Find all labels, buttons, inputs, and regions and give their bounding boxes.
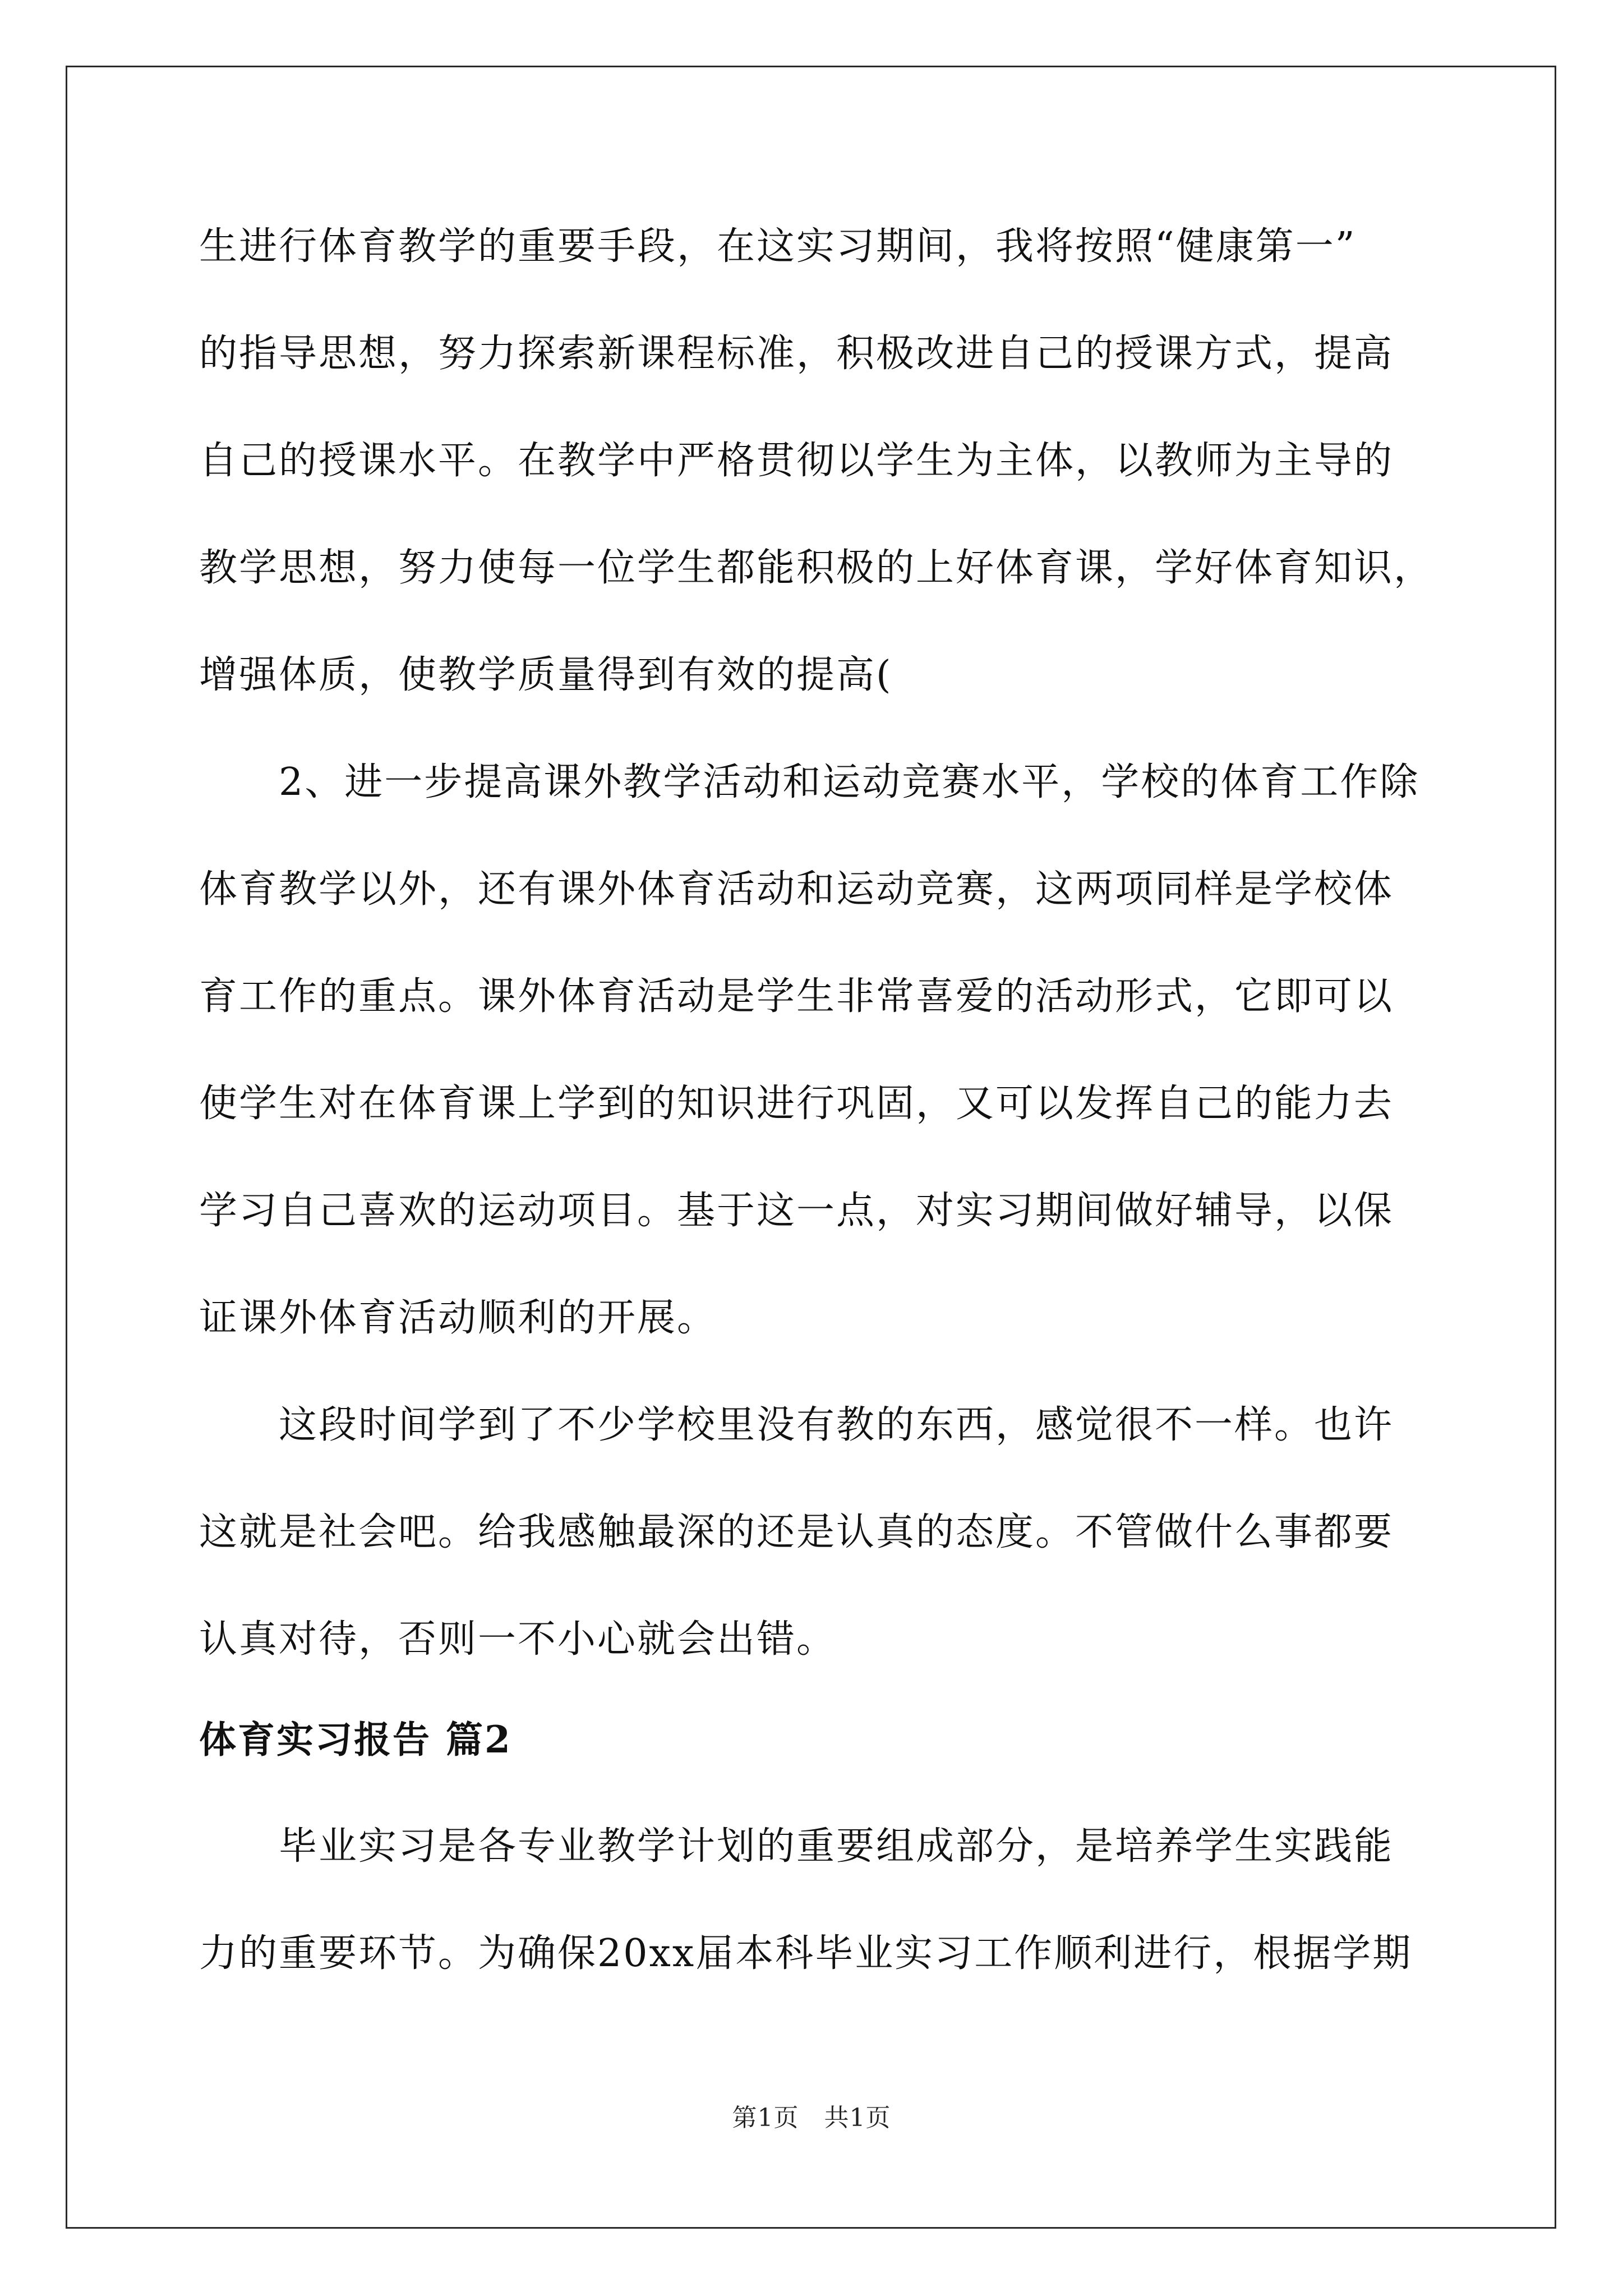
paragraph-line: 2、进一步提高课外教学活动和运动竞赛水平，学校的体育工作除 <box>199 760 1420 804</box>
paragraph-line: 体育教学以外，还有课外体育活动和运动竞赛，这两项同样是学校体 <box>199 867 1394 912</box>
paragraph-line: 这就是社会吧。给我感触最深的还是认真的态度。不管做什么事都要 <box>199 1510 1394 1554</box>
paragraph-line: 这段时间学到了不少学校里没有教的东西，感觉很不一样。也许 <box>199 1403 1394 1447</box>
paragraph-line: 增强体质，使教学质量得到有效的提高( <box>199 653 893 697</box>
paragraph-line: 生进行体育教学的重要手段，在这实习期间，我将按照“健康第一” <box>199 224 1357 269</box>
paragraph-line: 教学思想，努力使每一位学生都能积极的上好体育课，学好体育知识， <box>199 546 1434 590</box>
paragraph-line: 力的重要环节。为确保20xx届本科毕业实习工作顺利进行，根据学期 <box>199 1931 1413 1976</box>
paragraph-line: 自己的授课水平。在教学中严格贯彻以学生为主体，以教师为主导的 <box>199 439 1394 483</box>
section-heading: 体育实习报告 篇2 <box>199 1718 512 1761</box>
document-body <box>199 220 1436 1981</box>
paragraph-line: 认真对待，否则一不小心就会出错。 <box>199 1617 837 1662</box>
page-number-footer: 第1页 共1页 <box>732 2104 891 2132</box>
paragraph-line: 育工作的重点。课外体育活动是学生非常喜爱的活动形式，它即可以 <box>199 974 1394 1019</box>
paragraph-line: 证课外体育活动顺利的开展。 <box>199 1296 717 1340</box>
paragraph-line: 的指导思想，努力探索新课程标准，积极改进自己的授课方式，提高 <box>199 332 1394 376</box>
paragraph-line: 学习自己喜欢的运动项目。基于这一点，对实习期间做好辅导，以保 <box>199 1189 1394 1233</box>
paragraph-line: 毕业实习是各专业教学计划的重要组成部分，是培养学生实践能 <box>199 1824 1394 1869</box>
paragraph-line: 使学生对在体育课上学到的知识进行巩固，又可以发挥自己的能力去 <box>199 1082 1394 1126</box>
